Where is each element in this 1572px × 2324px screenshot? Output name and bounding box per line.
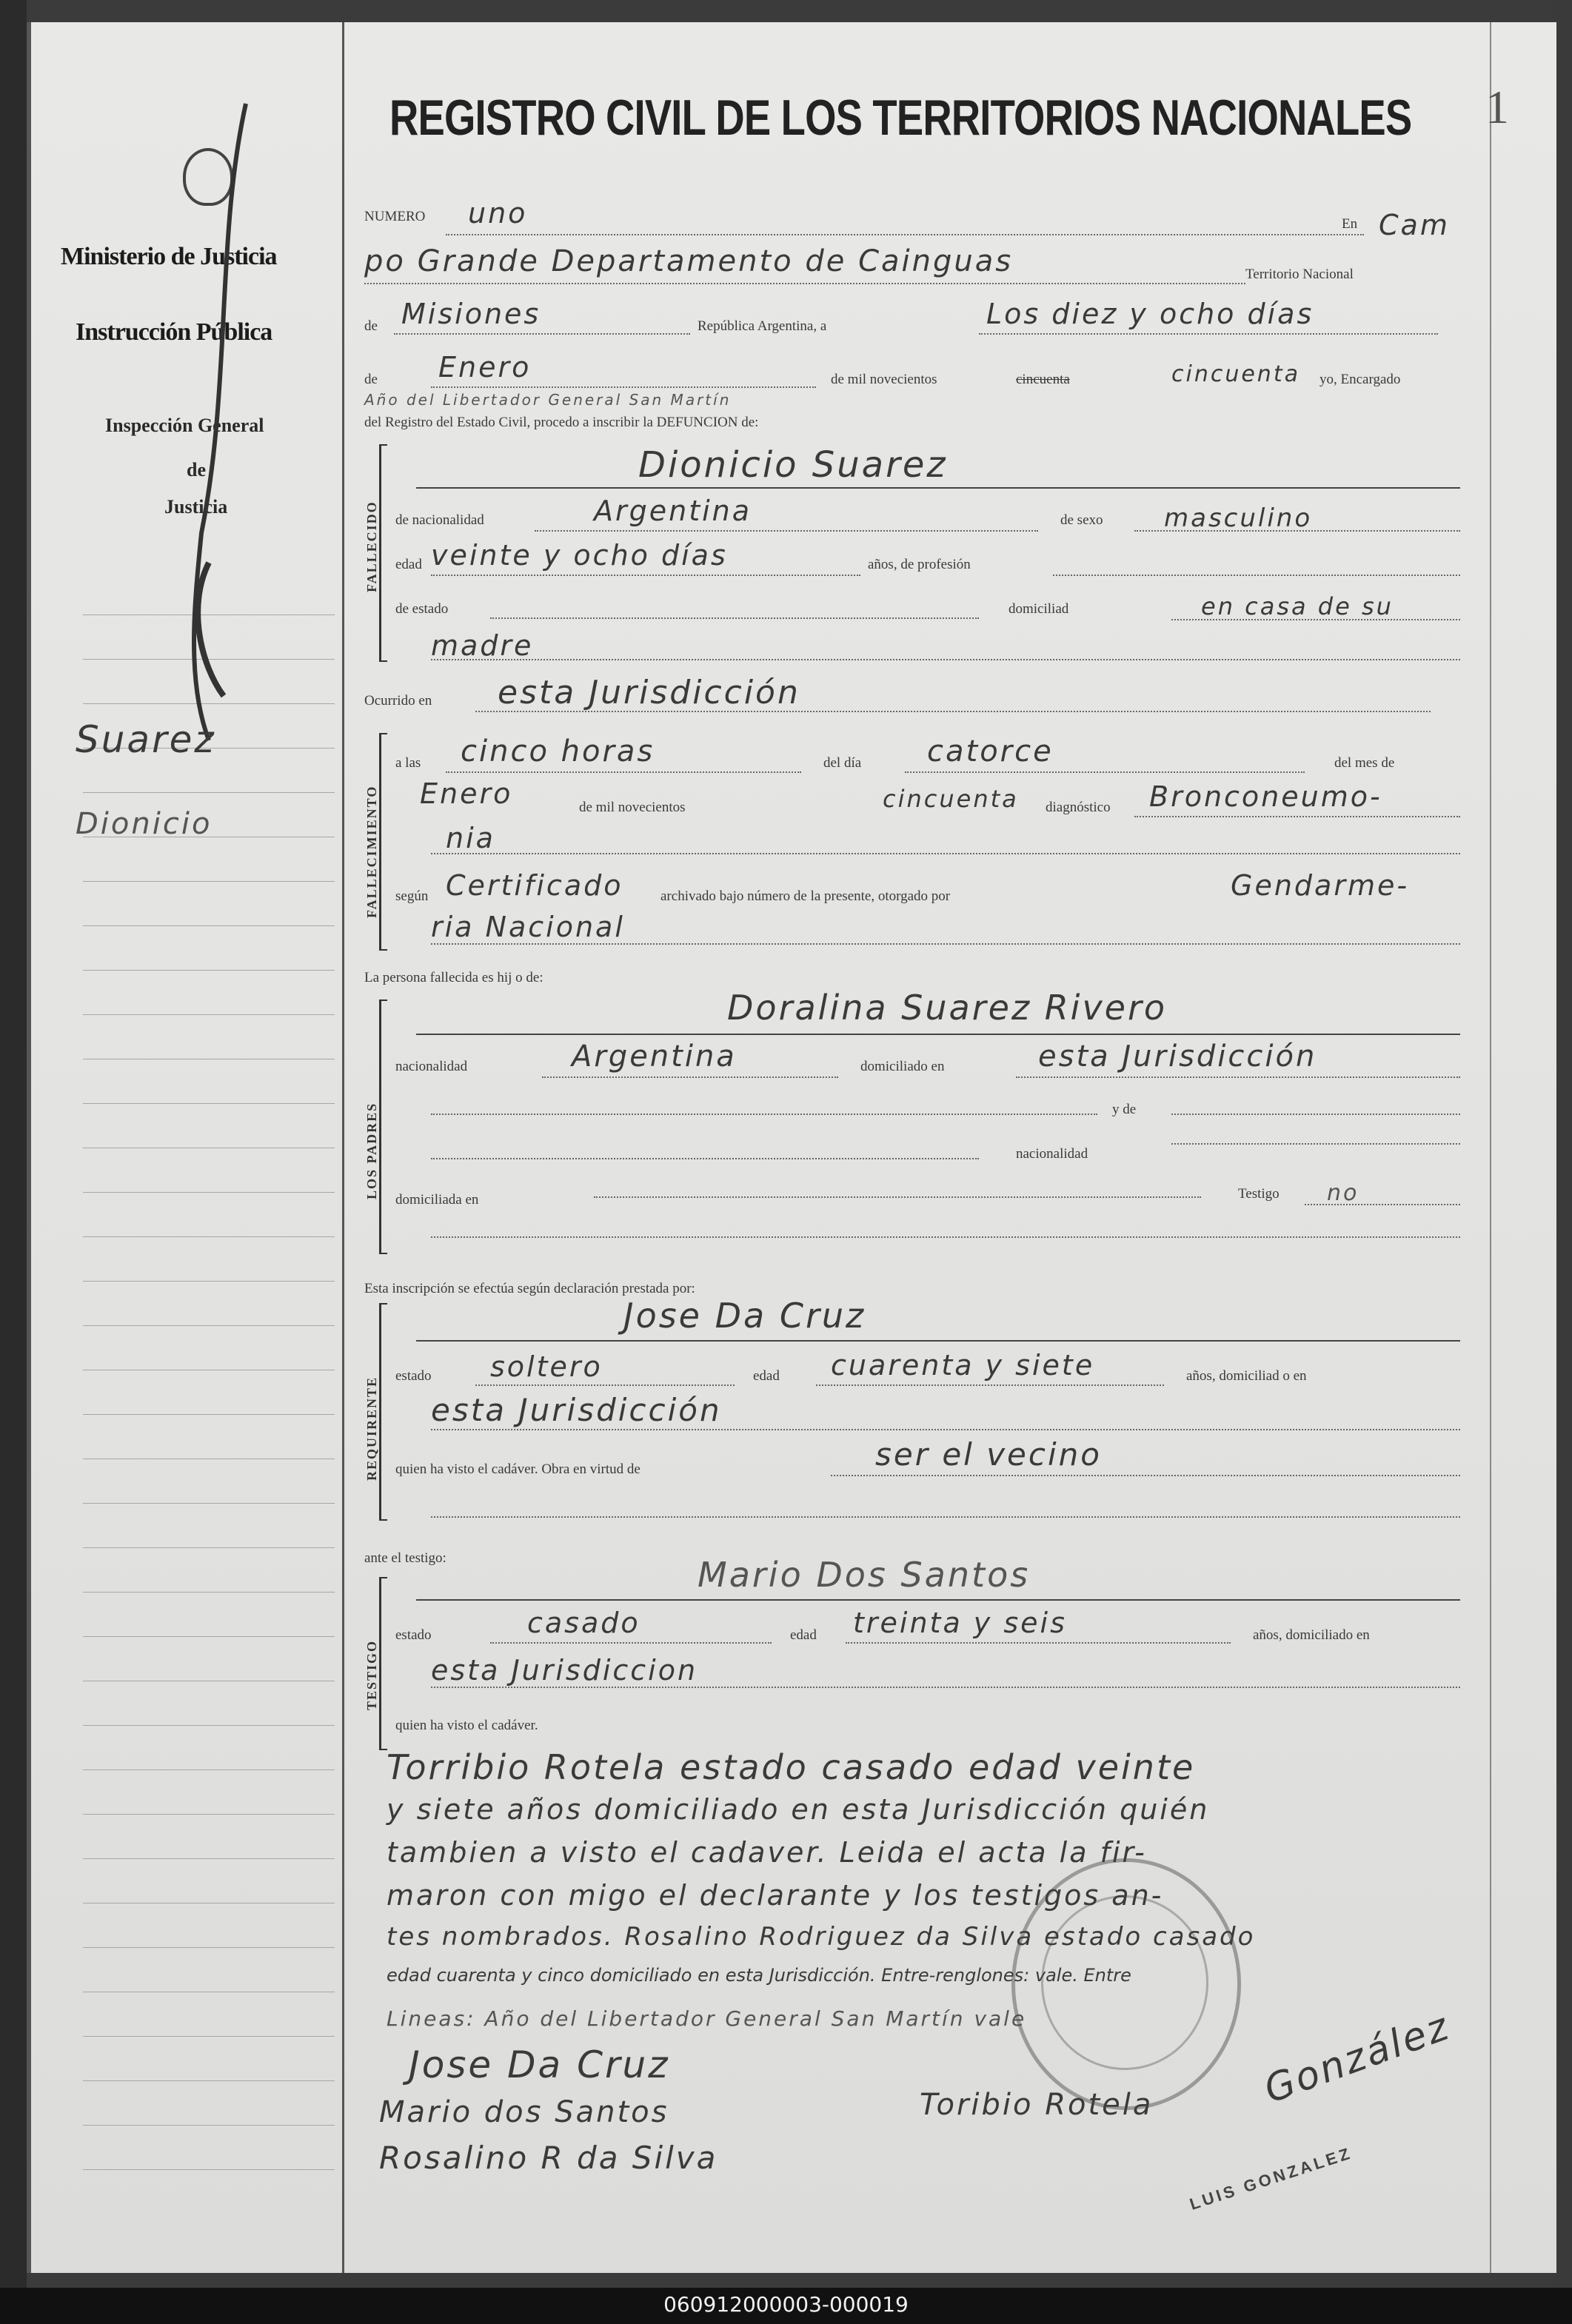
sexo-label: de sexo: [1060, 512, 1103, 528]
fallecido-section-label: FALLECIDO: [364, 500, 379, 592]
requirente-visto-value: ser el vecino: [875, 1436, 1102, 1473]
requirente-name: Jose Da Cruz: [623, 1296, 866, 1336]
page-number: 1: [1485, 81, 1509, 133]
segun-label: según: [395, 888, 429, 904]
nacionalidad2-label: nacionalidad: [1016, 1146, 1088, 1162]
otorgado-value: Gendarme-: [1231, 869, 1410, 902]
requirente-visto-label: quien ha visto el cadáver. Obra en virtud de: [395, 1461, 640, 1477]
ministry-line1: Ministerio de Justicia: [61, 243, 277, 270]
official-stamp-inner: [1041, 1895, 1208, 2070]
testigo-anos-label: años, domiciliado en: [1253, 1627, 1370, 1643]
inspection-line3: Justicia: [164, 496, 228, 518]
page-title: REGISTRO CIVIL DE LOS TERRITORIOS NACIONALES: [389, 90, 1412, 146]
testigo-section-label: TESTIGO: [364, 1639, 379, 1710]
notes-line7: Lineas: Año del Libertador General San Martín vale: [387, 2006, 1027, 2031]
numero-label: NUMERO: [364, 209, 426, 224]
diagnostico-cont: nia: [446, 822, 495, 854]
domiciliada-label: domiciliada en: [395, 1192, 479, 1208]
notes-line2: y siete años domiciliado en esta Jurisdicción quién: [387, 1793, 1210, 1826]
nacionalidad-value: Argentina: [594, 495, 752, 527]
registry-label: del Registro del Estado Civil, procedo a inscribir la DEFUNCION de:: [364, 415, 759, 430]
month-value: Enero: [438, 351, 532, 384]
testigo-visto-label: quien ha visto el cadáver.: [395, 1718, 538, 1733]
notes-line3: tambien a visto el cadaver. Leida el acta la fir-: [387, 1836, 1147, 1869]
dia-value: catorce: [927, 734, 1054, 768]
year-value: cincuenta: [1171, 361, 1300, 387]
domiciliado-label: domiciliado en: [860, 1059, 945, 1074]
officer-stamp-text: LUIS GONZALEZ: [1187, 2143, 1355, 2214]
requirente-section-label: REQUIRENTE: [364, 1376, 379, 1481]
notes-line4: maron con migo el declarante y los testigos an-: [387, 1879, 1164, 1912]
segun-value: Certificado: [446, 869, 623, 902]
place-part1: Cam: [1379, 209, 1450, 241]
nacionalidad-label: de nacionalidad: [395, 512, 484, 528]
domiciliado-value: esta Jurisdicción: [1038, 1039, 1317, 1074]
archivado-label: archivado bajo número de la presente, otorgado por: [660, 888, 951, 904]
requirente-domicilio-value: esta Jurisdicción: [431, 1392, 722, 1428]
stub-signature-mark: [142, 89, 290, 755]
year-annotation: Año del Libertador General San Martín: [364, 391, 732, 409]
document-id: 060912000003-000019: [663, 2292, 909, 2317]
domicilio-cont: madre: [431, 629, 534, 662]
sexo-value: masculino: [1164, 503, 1313, 533]
signature-witness2: Toribio Rotela: [920, 2088, 1154, 2122]
book-binding-left: [0, 0, 27, 2288]
testigo-estado-label: estado: [395, 1627, 432, 1643]
padres-section-label: LOS PADRES: [364, 1102, 379, 1199]
en-label: En: [1342, 216, 1358, 232]
domicilio-value: en casa de su: [1201, 592, 1394, 620]
requirente-edad-value: cuarenta y siete: [831, 1349, 1095, 1382]
y-de-label: y de: [1112, 1102, 1137, 1117]
a-las-label: a las: [395, 755, 421, 771]
nacionalidad-padres-label: nacionalidad: [395, 1059, 468, 1074]
ocurrido-label: Ocurrido en: [364, 693, 432, 709]
diagnostico-value: Bronconeumo-: [1149, 780, 1382, 813]
register-sheet: [27, 22, 1556, 2273]
testigo-edad-value: treinta y seis: [853, 1607, 1067, 1639]
testigo-edad-label: edad: [790, 1627, 817, 1643]
inspection-line1: Inspección General: [105, 415, 264, 436]
signature-declarant: Jose Da Cruz: [409, 2043, 670, 2086]
mes-value: Enero: [420, 777, 513, 810]
dia-label: del día: [823, 755, 862, 771]
signature-witness3: Rosalino R da Silva: [379, 2140, 718, 2176]
notes-line1: Torribio Rotela estado casado edad veinte: [387, 1747, 1196, 1787]
ministry-line2: Instrucción Pública: [76, 318, 272, 346]
signature-officer: González: [1258, 2004, 1456, 2112]
edad-value: veinte y ocho días: [431, 539, 728, 572]
padres-intro: La persona fallecida es hij o de:: [364, 970, 543, 985]
testigo-padres-value: no: [1327, 1180, 1359, 1206]
requirente-estado-label: estado: [395, 1368, 432, 1384]
nacionalidad-padres-value: Argentina: [572, 1039, 737, 1074]
stub-surname: Suarez: [76, 718, 216, 761]
testigo-intro: ante el testigo:: [364, 1550, 446, 1566]
requirente-edad-label: edad: [753, 1368, 780, 1384]
anio-label: de mil novecientos: [579, 800, 686, 815]
diagnostico-label: diagnóstico: [1046, 800, 1111, 815]
fallecido-name: Dionicio Suarez: [638, 444, 948, 486]
madre-name: Doralina Suarez Rivero: [727, 988, 1168, 1028]
signature-witness1: Mario dos Santos: [379, 2095, 669, 2129]
inspection-line2: de: [187, 459, 206, 480]
requirente-intro: Esta inscripción se efectúa según declaración prestada por:: [364, 1281, 695, 1296]
notes-line6: edad cuarenta y cinco domiciliado en esta Jurisdicción. Entre-renglones: vale. Entre: [387, 1965, 1131, 1986]
yo-label: yo, Encargado: [1320, 372, 1401, 387]
mes-label: del mes de: [1334, 755, 1395, 771]
margin-divider: [1490, 22, 1491, 2273]
place-part2: po Grande Departamento de Cainguas: [364, 244, 1014, 278]
de2-label: de: [364, 372, 378, 387]
de-label: de: [364, 318, 378, 334]
crossed-word: cincuenta: [1016, 372, 1070, 387]
domicilio-label: domiciliad: [1009, 601, 1069, 617]
estado-label: de estado: [395, 601, 449, 617]
testigo-estado-value: casado: [527, 1607, 640, 1639]
edad-label: edad: [395, 557, 422, 572]
requirente-estado-value: soltero: [490, 1350, 603, 1383]
anos-profesion-label: años, de profesión: [868, 557, 971, 572]
stub-divider: [342, 22, 344, 2273]
anio-value: cincuenta: [883, 785, 1019, 813]
territorio-label: Territorio Nacional: [1245, 267, 1354, 282]
stub-given-name: Dionicio: [76, 807, 213, 841]
territory-value: Misiones: [401, 298, 541, 330]
testigo-padres-label: Testigo: [1238, 1186, 1280, 1202]
testigo-name: Mario Dos Santos: [698, 1555, 1031, 1595]
otorgado-cont: ria Nacional: [431, 911, 625, 943]
republica-label: República Argentina, a: [698, 318, 827, 334]
notes-line5: tes nombrados. Rosalino Rodriguez da Silva estado casado: [387, 1922, 1256, 1952]
day-value: Los diez y ocho días: [986, 298, 1314, 330]
ocurrido-value: esta Jurisdicción: [498, 674, 800, 711]
hora-value: cinco horas: [461, 734, 655, 768]
requirente-anos-label: años, domiciliad o en: [1186, 1368, 1307, 1384]
testigo-domicilio-value: esta Jurisdiccion: [431, 1654, 698, 1687]
numero-value: uno: [468, 197, 528, 230]
year-label: de mil novecientos: [831, 372, 937, 387]
fallecimiento-section-label: FALLECIMIENTO: [364, 785, 379, 918]
footer-bar: [0, 2288, 1572, 2324]
